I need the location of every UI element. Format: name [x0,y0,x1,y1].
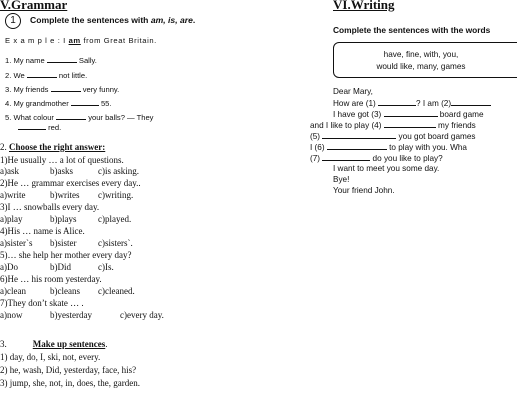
answer-blank[interactable] [451,98,491,106]
option-c[interactable]: c)Is. [98,262,114,272]
option-a[interactable]: a)write [0,190,26,200]
letter-line-2 [333,109,484,119]
letter-text: ? I am (2) [416,99,452,108]
question-6: 6)He … his room yesterday. [0,274,102,284]
example-prefix: E x a m p l e : I [5,36,69,45]
task3-suffix: . [105,339,108,349]
sentence-5-continued [18,122,61,132]
letter-line-1 [333,98,491,108]
scrambled-sentence-2: 2) he, wash, Did, yesterday, face, his? [0,365,137,375]
letter-text: board game [437,110,484,119]
example-word: am [68,36,81,45]
task1-instruction [30,15,195,25]
answer-blank[interactable] [27,70,57,78]
option-c[interactable]: c)writing. [98,190,134,200]
sentence-text: 5. What colour [5,113,57,122]
answer-blank[interactable] [327,142,387,150]
sentence-text: 4. My grandmother [5,99,71,108]
option-b[interactable]: b)yesterday [50,310,92,320]
letter-text: (7) [310,154,323,163]
option-a[interactable]: a)play [0,214,23,224]
answer-blank[interactable] [384,109,438,117]
scrambled-sentence-3: 3) jump, she, not, in, does, the, garden. [0,378,140,388]
answer-blank[interactable] [384,120,436,128]
letter-line-4 [310,131,475,141]
sentence-3 [5,84,119,94]
answer-blank[interactable] [322,153,370,161]
instruction-words: am, is, are [150,15,193,25]
option-a[interactable]: a)clean [0,286,26,296]
option-a[interactable]: a)ask [0,166,19,176]
task-number-badge: 1 [5,13,21,29]
question-3: 3)I … snowballs every day. [0,202,100,212]
instruction-text: Complete the sentences with [30,15,151,25]
sentence-text: red. [46,123,62,132]
task3-prefix: 3. [0,339,7,349]
option-c[interactable]: c)is asking. [98,166,139,176]
writing-heading: VI.Writing [333,0,395,12]
letter-text: and I like to play (4) [310,121,384,130]
task3-heading: Make up sentences [32,339,106,349]
task2-prefix: 2. [0,142,9,152]
letter-line-6 [310,153,443,163]
word-bank-line-1: have, fine, with, you, [383,50,459,59]
sentence-text: not little. [56,71,88,80]
task2-title [0,142,105,152]
option-b[interactable]: b)asks [50,166,73,176]
letter-greeting: Dear Mary, [333,87,373,96]
answer-blank[interactable] [378,98,416,106]
letter-line-5 [310,142,467,152]
letter-text: my friends [435,121,476,130]
scrambled-sentence-1: 1) day, do, I, ski, not, every. [0,352,101,362]
answer-blank[interactable] [47,55,77,63]
answer-blank[interactable] [56,112,86,120]
option-a[interactable]: a)Do [0,262,18,272]
sentence-4 [5,98,112,108]
answer-blank[interactable] [71,98,99,106]
question-5: 5)… she help her mother every day? [0,250,132,260]
letter-text: (5) [310,132,323,141]
option-b[interactable]: b)plays [50,214,77,224]
instruction-end: . [192,15,196,25]
writing-instruction: Complete the sentences with the words [333,25,491,35]
word-bank-line-2: would like, many, games [376,62,466,71]
letter-line-3 [310,120,476,130]
letter-text: I (6) [310,143,327,152]
answer-blank[interactable] [18,122,46,130]
sentence-text: very funny. [80,85,120,94]
sentence-2 [5,70,87,80]
question-1: 1)He usually … a lot of questions. [0,155,124,165]
question-4: 4)His … name is Alice. [0,226,85,236]
letter-text: you got board games [396,132,476,141]
sentence-1 [5,55,97,65]
option-b[interactable]: b)Did [50,262,71,272]
sentence-text: 2. We [5,71,27,80]
answer-blank[interactable] [322,131,396,139]
option-a[interactable]: a)now [0,310,23,320]
task3-title [0,339,108,349]
option-b[interactable]: b)writes [50,190,80,200]
option-a[interactable]: a)sister`s [0,238,33,248]
option-b[interactable]: b)cleans [50,286,80,296]
letter-line-7: I want to meet you some day. [333,164,440,173]
letter-text: I have got (3) [333,110,384,119]
option-b[interactable]: b)sister [50,238,77,248]
sentence-text: 1. My name [5,56,47,65]
sentence-text: 55. [98,99,112,108]
example-line [5,36,157,45]
letter-bye: Bye! [333,175,350,184]
task2-heading: Choose the right answer: [9,142,106,152]
option-c[interactable]: c)every day. [120,310,164,320]
option-c[interactable]: c)played. [98,214,132,224]
letter-text: How are (1) [333,99,379,108]
grammar-heading: V.Grammar [0,0,68,12]
word-bank-box [333,42,517,78]
sentence-text: 3. My friends [5,85,51,94]
sentence-text: Sally. [76,56,97,65]
question-7: 7)They don’t skate … . [0,298,84,308]
answer-blank[interactable] [51,84,81,92]
option-c[interactable]: c)sisters`. [98,238,133,248]
question-2: 2)He … grammar exercises every day.. [0,178,141,188]
letter-signature: Your friend John. [333,186,395,195]
sentence-5 [5,112,153,122]
example-suffix: from Great Britain. [80,36,157,45]
sentence-text: your balls? — They [86,113,154,122]
letter-text: do you like to play? [370,154,443,163]
option-c[interactable]: c)cleaned. [98,286,135,296]
letter-text: to play with you. Wha [386,143,467,152]
